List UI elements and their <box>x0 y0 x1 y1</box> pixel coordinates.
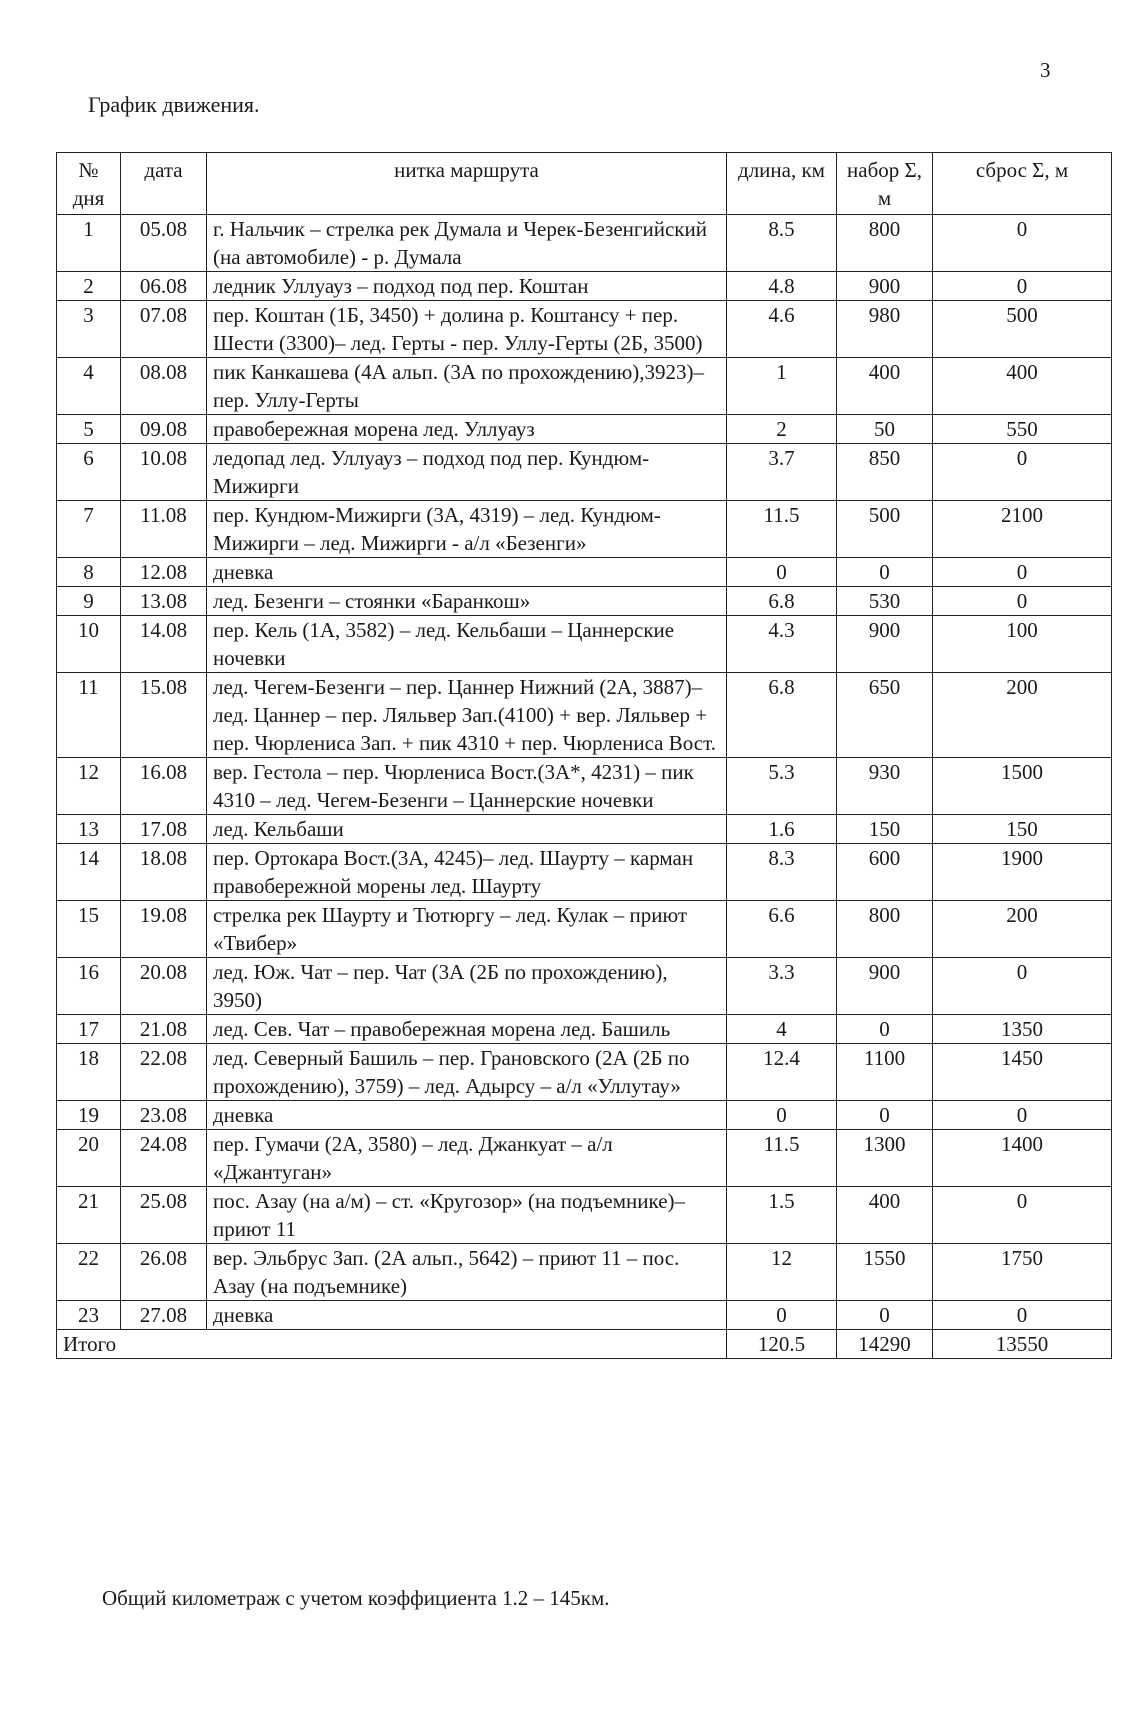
table-row <box>57 958 1112 1015</box>
cell-descent: 100 <box>933 616 1112 673</box>
cell-date: 15.08 <box>121 673 207 758</box>
cell-ascent: 0 <box>837 558 933 587</box>
table-row <box>57 1044 1112 1101</box>
table-row <box>57 415 1112 444</box>
cell-ascent: 900 <box>837 958 933 1015</box>
cell-date: 17.08 <box>121 815 207 844</box>
cell-day: 17 <box>57 1015 121 1044</box>
cell-date: 07.08 <box>121 301 207 358</box>
cell-length: 1 <box>727 358 837 415</box>
cell-day: 5 <box>57 415 121 444</box>
table-row <box>57 1187 1112 1244</box>
cell-ascent: 900 <box>837 272 933 301</box>
cell-descent: 1750 <box>933 1244 1112 1301</box>
cell-date: 16.08 <box>121 758 207 815</box>
table-row <box>57 1101 1112 1130</box>
cell-length: 1.6 <box>727 815 837 844</box>
cell-route: пер. Кундюм-Мижирги (3А, 4319) – лед. Кундюм-Мижирги – лед. Мижирги - а/л «Безенги» <box>207 501 727 558</box>
cell-route: лед. Юж. Чат – пер. Чат (3А (2Б по прохождению), 3950) <box>207 958 727 1015</box>
cell-route: пер. Гумачи (2А, 3580) – лед. Джанкуат – а/л «Джантуган» <box>207 1130 727 1187</box>
cell-ascent: 530 <box>837 587 933 616</box>
cell-ascent: 900 <box>837 616 933 673</box>
cell-date: 13.08 <box>121 587 207 616</box>
header-length: длина, км <box>727 153 837 215</box>
cell-route: пик Канкашева (4А альп. (3А по прохождению),3923)– пер. Уллу-Герты <box>207 358 727 415</box>
cell-length: 12 <box>727 1244 837 1301</box>
cell-route: лед. Северный Башиль – пер. Грановского (2А (2Б по прохождению), 3759) – лед. Адырсу – а/л «Уллутау» <box>207 1044 727 1101</box>
cell-length: 6.8 <box>727 673 837 758</box>
cell-descent: 1450 <box>933 1044 1112 1101</box>
table-row <box>57 558 1112 587</box>
cell-route: вер. Эльбрус Зап. (2А альп., 5642) – приют 11 – пос. Азау (на подъемнике) <box>207 1244 727 1301</box>
cell-descent: 1350 <box>933 1015 1112 1044</box>
header-date: дата <box>121 153 207 215</box>
header-route: нитка маршрута <box>207 153 727 215</box>
cell-length: 5.3 <box>727 758 837 815</box>
cell-date: 18.08 <box>121 844 207 901</box>
cell-ascent: 650 <box>837 673 933 758</box>
cell-length: 0 <box>727 1101 837 1130</box>
cell-ascent: 0 <box>837 1015 933 1044</box>
table-header-row <box>57 153 1112 215</box>
cell-descent: 0 <box>933 1301 1112 1330</box>
cell-day: 14 <box>57 844 121 901</box>
cell-descent: 150 <box>933 815 1112 844</box>
cell-length: 6.6 <box>727 901 837 958</box>
cell-day: 12 <box>57 758 121 815</box>
cell-ascent: 400 <box>837 1187 933 1244</box>
table-row <box>57 844 1112 901</box>
cell-descent: 400 <box>933 358 1112 415</box>
cell-date: 20.08 <box>121 958 207 1015</box>
cell-ascent: 800 <box>837 901 933 958</box>
table-row <box>57 758 1112 815</box>
cell-route: лед. Безенги – стоянки «Баранкош» <box>207 587 727 616</box>
cell-ascent: 850 <box>837 444 933 501</box>
cell-ascent: 500 <box>837 501 933 558</box>
cell-length: 0 <box>727 1301 837 1330</box>
cell-day: 4 <box>57 358 121 415</box>
cell-route: ледопад лед. Уллуауз – подход под пер. Кундюм-Мижирги <box>207 444 727 501</box>
cell-day: 7 <box>57 501 121 558</box>
cell-day: 1 <box>57 215 121 272</box>
table-row <box>57 301 1112 358</box>
cell-length: 4 <box>727 1015 837 1044</box>
cell-descent: 1400 <box>933 1130 1112 1187</box>
cell-day: 23 <box>57 1301 121 1330</box>
table-row <box>57 501 1112 558</box>
cell-day: 22 <box>57 1244 121 1301</box>
cell-descent: 0 <box>933 1101 1112 1130</box>
cell-length: 0 <box>727 558 837 587</box>
cell-date: 10.08 <box>121 444 207 501</box>
cell-date: 11.08 <box>121 501 207 558</box>
schedule-body <box>57 215 1112 1330</box>
cell-date: 23.08 <box>121 1101 207 1130</box>
total-descent: 13550 <box>933 1330 1112 1359</box>
cell-length: 2 <box>727 415 837 444</box>
cell-day: 3 <box>57 301 121 358</box>
cell-length: 11.5 <box>727 501 837 558</box>
cell-ascent: 800 <box>837 215 933 272</box>
cell-length: 8.5 <box>727 215 837 272</box>
cell-day: 15 <box>57 901 121 958</box>
cell-route: стрелка рек Шаурту и Тютюргу – лед. Кулак – приют «Твибер» <box>207 901 727 958</box>
total-ascent: 14290 <box>837 1330 933 1359</box>
cell-descent: 0 <box>933 958 1112 1015</box>
cell-ascent: 1550 <box>837 1244 933 1301</box>
cell-length: 8.3 <box>727 844 837 901</box>
table-row <box>57 901 1112 958</box>
header-ascent: набор Σ, м <box>837 153 933 215</box>
cell-day: 20 <box>57 1130 121 1187</box>
cell-date: 09.08 <box>121 415 207 444</box>
cell-ascent: 150 <box>837 815 933 844</box>
cell-route: вер. Гестола – пер. Чюрлениса Вост.(3А*, 4231) – пик 4310 – лед. Чегем-Безенги – Цаннерские ночевки <box>207 758 727 815</box>
total-label: Итого <box>57 1330 727 1359</box>
cell-date: 24.08 <box>121 1130 207 1187</box>
cell-day: 10 <box>57 616 121 673</box>
cell-route: дневка <box>207 1101 727 1130</box>
cell-descent: 0 <box>933 272 1112 301</box>
table-row <box>57 815 1112 844</box>
table-row <box>57 1130 1112 1187</box>
cell-route: дневка <box>207 1301 727 1330</box>
cell-length: 4.3 <box>727 616 837 673</box>
cell-day: 18 <box>57 1044 121 1101</box>
cell-descent: 500 <box>933 301 1112 358</box>
cell-descent: 1900 <box>933 844 1112 901</box>
cell-descent: 0 <box>933 558 1112 587</box>
cell-ascent: 930 <box>837 758 933 815</box>
cell-ascent: 50 <box>837 415 933 444</box>
cell-descent: 0 <box>933 1187 1112 1244</box>
cell-route: дневка <box>207 558 727 587</box>
header-day: № дня <box>57 153 121 215</box>
cell-date: 22.08 <box>121 1044 207 1101</box>
cell-date: 25.08 <box>121 1187 207 1244</box>
cell-ascent: 980 <box>837 301 933 358</box>
table-row <box>57 215 1112 272</box>
table-row <box>57 1244 1112 1301</box>
table-row <box>57 1301 1112 1330</box>
footnote: Общий километраж с учетом коэффициента 1.2 – 145км. <box>102 1586 610 1610</box>
cell-ascent: 0 <box>837 1301 933 1330</box>
cell-date: 05.08 <box>121 215 207 272</box>
cell-descent: 0 <box>933 444 1112 501</box>
cell-day: 21 <box>57 1187 121 1244</box>
cell-length: 3.7 <box>727 444 837 501</box>
cell-route: ледник Уллуауз – подход под пер. Коштан <box>207 272 727 301</box>
cell-ascent: 1100 <box>837 1044 933 1101</box>
cell-route: лед. Сев. Чат – правобережная морена лед. Башиль <box>207 1015 727 1044</box>
cell-day: 13 <box>57 815 121 844</box>
table-row <box>57 444 1112 501</box>
cell-descent: 0 <box>933 587 1112 616</box>
table-row <box>57 587 1112 616</box>
table-row <box>57 1015 1112 1044</box>
cell-length: 3.3 <box>727 958 837 1015</box>
cell-date: 14.08 <box>121 616 207 673</box>
cell-descent: 2100 <box>933 501 1112 558</box>
total-row <box>57 1330 1112 1359</box>
schedule-table <box>56 152 1112 1359</box>
cell-length: 6.8 <box>727 587 837 616</box>
cell-route: лед. Чегем-Безенги – пер. Цаннер Нижний (2А, 3887)– лед. Цаннер – пер. Ляльвер Зап.(4100) + вер. Ляльвер + пер. Чюрлениса Зап. + пик 4310 + пер. Чюрлениса Вост. <box>207 673 727 758</box>
cell-date: 26.08 <box>121 1244 207 1301</box>
cell-length: 12.4 <box>727 1044 837 1101</box>
table-row <box>57 616 1112 673</box>
cell-length: 1.5 <box>727 1187 837 1244</box>
cell-descent: 200 <box>933 901 1112 958</box>
cell-length: 11.5 <box>727 1130 837 1187</box>
cell-route: пер. Кель (1А, 3582) – лед. Кельбаши – Цаннерские ночевки <box>207 616 727 673</box>
cell-ascent: 0 <box>837 1101 933 1130</box>
cell-length: 4.6 <box>727 301 837 358</box>
cell-day: 11 <box>57 673 121 758</box>
page-number: 3 <box>1040 58 1051 82</box>
cell-descent: 1500 <box>933 758 1112 815</box>
header-descent: сброс Σ, м <box>933 153 1112 215</box>
cell-day: 9 <box>57 587 121 616</box>
page-title: График движения. <box>88 92 260 117</box>
cell-route: пер. Коштан (1Б, 3450) + долина р. Коштансу + пер. Шести (3300)– лед. Герты - пер. Уллу-Герты (2Б, 3500) <box>207 301 727 358</box>
cell-day: 6 <box>57 444 121 501</box>
cell-ascent: 600 <box>837 844 933 901</box>
cell-descent: 200 <box>933 673 1112 758</box>
cell-date: 08.08 <box>121 358 207 415</box>
table-row <box>57 272 1112 301</box>
cell-day: 19 <box>57 1101 121 1130</box>
cell-date: 06.08 <box>121 272 207 301</box>
table-row <box>57 358 1112 415</box>
table-row <box>57 673 1112 758</box>
total-length: 120.5 <box>727 1330 837 1359</box>
cell-day: 8 <box>57 558 121 587</box>
cell-ascent: 1300 <box>837 1130 933 1187</box>
cell-date: 27.08 <box>121 1301 207 1330</box>
cell-date: 12.08 <box>121 558 207 587</box>
cell-day: 16 <box>57 958 121 1015</box>
cell-length: 4.8 <box>727 272 837 301</box>
cell-route: лед. Кельбаши <box>207 815 727 844</box>
cell-route: г. Нальчик – стрелка рек Думала и Черек-Безенгийский (на автомобиле) - р. Думала <box>207 215 727 272</box>
cell-route: пер. Ортокара Вост.(3А, 4245)– лед. Шаурту – карман правобережной морены лед. Шаурту <box>207 844 727 901</box>
cell-route: пос. Азау (на а/м) – ст. «Кругозор» (на подъемнике)– приют 11 <box>207 1187 727 1244</box>
cell-descent: 550 <box>933 415 1112 444</box>
cell-date: 19.08 <box>121 901 207 958</box>
cell-descent: 0 <box>933 215 1112 272</box>
cell-route: правобережная морена лед. Уллуауз <box>207 415 727 444</box>
cell-day: 2 <box>57 272 121 301</box>
cell-date: 21.08 <box>121 1015 207 1044</box>
cell-ascent: 400 <box>837 358 933 415</box>
